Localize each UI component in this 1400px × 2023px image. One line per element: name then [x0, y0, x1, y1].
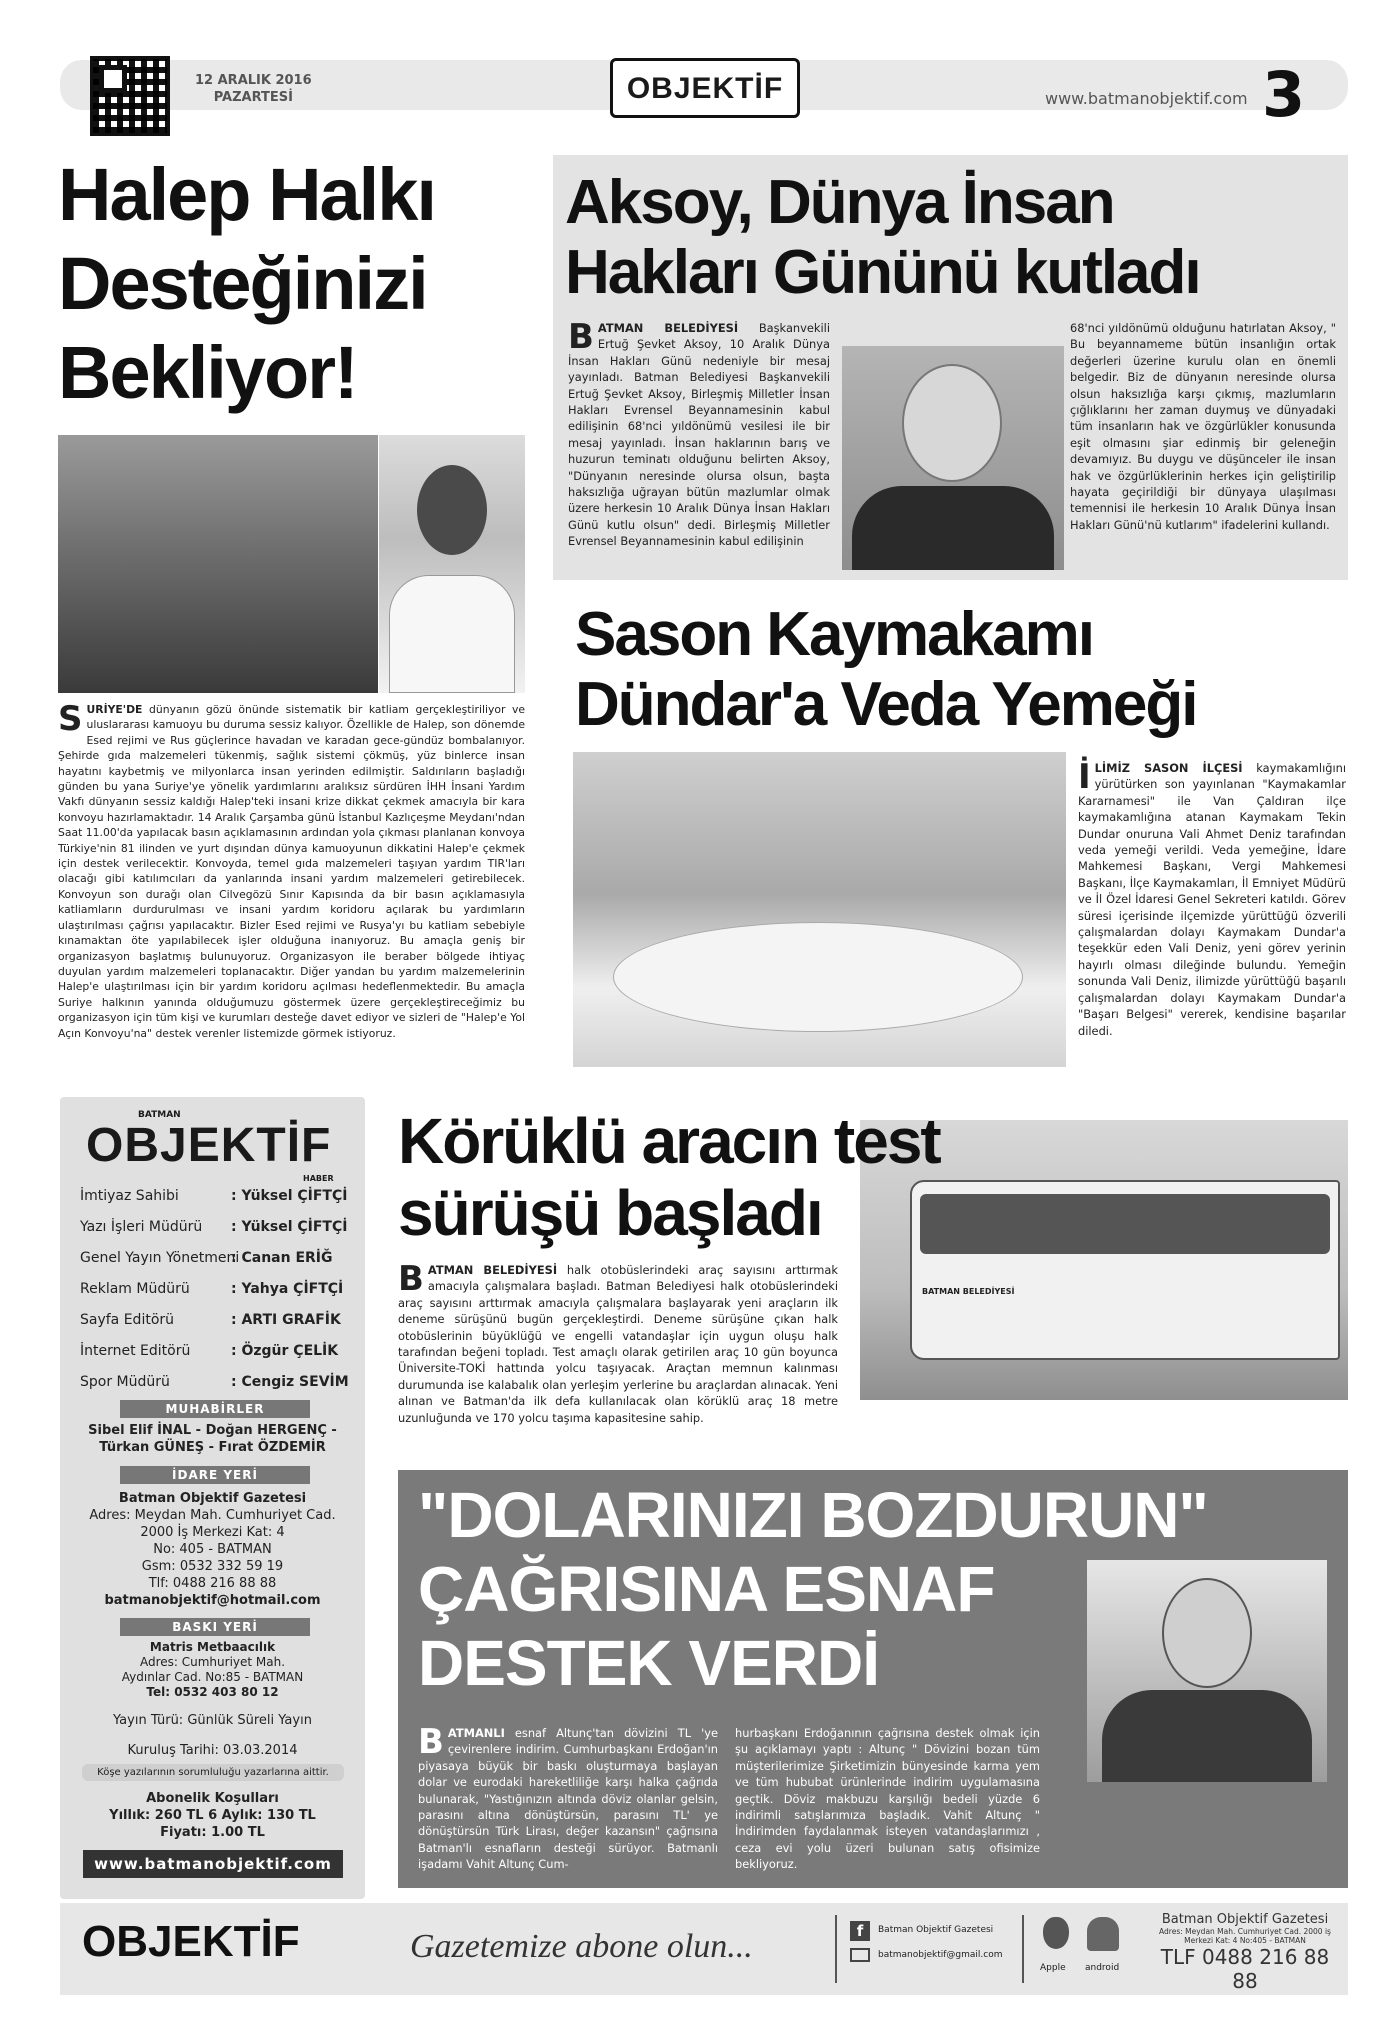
body-text: Başkanvekili Ertuğ Şevket Aksoy, 10 Aralık Dünya İnsan Hakları Günü nedeniyle bir mesaj yayınladı. Batman Belediyesi Başkanvekili Ertuğ Şevket Aksoy, Birleşmiş Milletler İnsan Hakları Evrensel Beyannamesinin kabul edilişinin 68'nci yıldönümü vesilesi ile bir mesaj yayınladı. İnsan haklarının barış ve huzurun teminatı olduğunu belirten Aksoy, "Dünyanın neresinde olursa olsun, başta haksızlığa uğrayan bütün mazlumlar olmak üzere herkesin 10 Aralık Dünya İnsan Hakları Günü kutlu olsun" dedi. Birleşmiş Milletler Evrensel Beyannamesinin kabul edilişinin	[568, 321, 830, 549]
muhabir-line: Sibel Elif İNAL - Doğan HERGENÇ -	[88, 1423, 337, 1438]
body-text: hurbaşkanı Erdoğanının çağrısına destek olmak için şu açıklamayı yaptı : Altunç " Dövizini bozan tüm müşterilerimize Şirketimizin bünyesinde karma yem ve tüm hububat ürünlerinde indirim uygulamasına geçtik. Döviz makbuzu karşılığı bedeli yüzde 6 indirimli satışlarımıza başladık. Vahit Altunç " İndirimden faydalanmak isteyen vatandaşlarımızı , ceza evi yolu üzeri bulunan satış ofisimize bekliyoruz.	[735, 1726, 1040, 1872]
portrait-body	[389, 575, 515, 693]
lead-word: URİYE'DE	[86, 703, 143, 716]
baski-block	[75, 1640, 350, 1700]
staff-role: Sayfa Editörü	[80, 1312, 175, 1328]
headline-line: Aksoy, Dünya İnsan	[565, 168, 1114, 237]
altunc-photo	[1087, 1560, 1327, 1782]
baski-line: Aydınlar Cad. No:85 - BATMAN	[121, 1670, 304, 1684]
staff-name: : Özgür ÇELİK	[231, 1343, 339, 1359]
aleppo-photo	[58, 435, 378, 693]
muhabirler-title: MUHABİRLER	[120, 1400, 310, 1418]
abonelik-line: Yıllık: 260 TL 6 Aylık: 130 TL	[109, 1808, 316, 1823]
drop-cap: İ	[1078, 757, 1091, 797]
baski-line: Adres: Cumhuriyet Mah.	[139, 1655, 286, 1669]
body-text: 68'nci yıldönümü olduğunu hatırlatan Aksoy, " Bu beyannameme bütün insanlığın ortak değerleri üzerine kurulu olan en önemli belgedir. Biz de dünyanın neresinde olursa olsun haksızlığa karşı çıkmış, mazlumların çığlıklarını her zaman duymuş ve dünyadaki tüm insanların hak ve özgürlükler konusunda eşit olmasını şiar edinmiş bir geleneğin devamıyız. Bu duygu ve düşünceler ile insan hak ve özgürlüklerinin herkes için geliştirilip hayata geçirildiği bir dünyaya ulaşılması temennisi ile herkesin 10 Aralık Dünya İnsan Hakları Günü'nü kutlarım" ifadelerini kullandı.	[1070, 321, 1336, 532]
staff-name: : Cengiz SEVİM	[231, 1374, 349, 1390]
baski-title: BASKI YERİ	[120, 1618, 310, 1636]
aksoy-col2	[1070, 320, 1336, 533]
staff-role: İnternet Editörü	[80, 1343, 191, 1359]
sason-dinner-photo	[573, 752, 1066, 1067]
staff-role: Yazı İşleri Müdürü	[80, 1219, 203, 1235]
idare-title: İDARE YERİ	[120, 1466, 310, 1484]
idare-line: 2000 İş Merkezi Kat: 4	[140, 1525, 285, 1540]
kose-note: Köşe yazılarının sorumluluğu yazarlarına aittir.	[82, 1764, 344, 1781]
masthead-logo-sub: HABER	[303, 1174, 334, 1183]
headline-line: Halep Halkı	[58, 153, 435, 236]
header-logo-text: OBJEKTİF	[626, 72, 784, 105]
staff-name: : ARTI GRAFİK	[231, 1312, 341, 1328]
android-label: android	[1085, 1963, 1120, 1973]
footer-address: Merkezi Kat: 4 No:405 - BATMAN	[1184, 1936, 1306, 1945]
abonelik-title: Abonelik Koşulları	[146, 1791, 279, 1806]
header-website[interactable]: www.batmanobjektif.com	[1045, 89, 1248, 108]
masthead-logo-text: OBJEKTİF	[86, 1119, 332, 1172]
abonelik-line: Fiyatı: 1.00 TL	[160, 1825, 265, 1840]
portrait-head	[1162, 1578, 1252, 1688]
headline-line: Hakları Gününü kutladı	[565, 238, 1200, 307]
footer-slogan: Gazetemize abone olun...	[410, 1928, 753, 1965]
masthead-logo	[78, 1108, 348, 1186]
staff-role: İmtiyaz Sahibi	[80, 1188, 179, 1204]
idare-line: No: 405 - BATMAN	[153, 1542, 272, 1557]
muhabirler-list	[75, 1422, 350, 1456]
masthead-url[interactable]: www.batmanobjektif.com	[83, 1850, 343, 1878]
sason-body	[1078, 757, 1347, 1039]
idare-line: Adres: Meydan Mah. Cumhuriyet Cad.	[89, 1508, 336, 1523]
issue-date	[195, 72, 312, 106]
portrait-body	[1102, 1690, 1312, 1782]
sason-headline	[575, 600, 1345, 740]
headline-line: Dündar'a Veda Yemeği	[575, 670, 1197, 739]
dolar-col2	[735, 1725, 1040, 1873]
headline-line: Körüklü aracın test	[398, 1105, 940, 1177]
lead-word: ATMANLI	[447, 1726, 505, 1740]
headline-line: ÇAĞRISINA ESNAF	[418, 1553, 995, 1625]
portrait-head	[417, 465, 487, 555]
aksoy-photo	[842, 346, 1064, 570]
footer-divider	[1022, 1915, 1024, 1983]
facebook-icon[interactable]: f	[850, 1921, 870, 1941]
qr-code-icon[interactable]	[90, 56, 170, 136]
body-text: halk otobüslerindeki araç sayısını arttırmak amacıyla çalışmalara başladı. Batman Belediyesi halk otobüslerindeki araç sayısını arttırmak amacıyla çalışmalara başlayarak yeni araçların ilk deneme sürüşünü bugün gerçekleştirdi. Deneme sürüşüne çıkan halk otobüslerinin büyüklüğü ve engelli vatandaşlar için uygun oluşu halk tarafından beğeni topladı. Test amaçlı olarak getirilen araç 10 gün boyunca Üniversite-TOKİ hattında yolcu taşıyacak. Araçtan memnun kalınması durumunda ise kalabalık olan yerleşim yerlerine bu araçlardan alınacak. Yeni alınan ve Batman'da ilk defa kullanılacak olan körüklü araç 18 metre uzunluğunda ve 170 yolcu taşıma kapasitesine sahip.	[398, 1263, 838, 1425]
staff-role: Reklam Müdürü	[80, 1281, 190, 1297]
staff-name: : Yahya ÇİFTÇİ	[231, 1281, 344, 1297]
idare-line: Gsm: 0532 332 59 19	[141, 1559, 284, 1574]
footer-logo[interactable]: OBJEKTİF	[82, 1917, 300, 1966]
idare-block	[75, 1490, 350, 1609]
aksoy-headline	[565, 168, 1345, 308]
footer-email[interactable]: batmanobjektif@gmail.com	[878, 1950, 1003, 1960]
bus-label: BATMAN BELEDİYESİ	[922, 1287, 1015, 1296]
idare-line: Batman Objektif Gazetesi	[118, 1491, 307, 1506]
staff-name: : Yüksel ÇİFTÇİ	[231, 1188, 348, 1204]
aleppo-body	[58, 699, 525, 1041]
lead-word: ATMAN BELEDİYESİ	[427, 1263, 558, 1277]
ihh-official-photo	[379, 435, 525, 693]
drop-cap: S	[58, 699, 83, 739]
body-text: dünyanın gözü önünde sistematik bir katliam gerçekleştiriliyor ve uluslararası kamuoyu bu duruma sessiz kalıyor. Özellikle de Halep, son dönemde Esed rejimi ve Rus güçlerince havadan ve karadan gece-gündüz bombalanıyor. Şehirde gıda malzemeleri tükenmiş, sağlık sistemi çökmüş, yüz binlerce insan hayatını kaybetmiş ve milyonlarca insan yerinden edilmiştir. Saldırıların başladığı günden bu yana Suriye'ye yönelik yardımlarını aralıksız sürdüren İHH İnsani Yardım Vakfı dünyanın sessiz kaldığı Halep'teki insani krize dikkat çekmek amacıyla bir kara konvoyu hazırlamaktadır. 14 Aralık Çarşamba günü İstanbul Kazlıçeşme Meydanı'ndan Saat 11.00'da yapılacak basın açıklamasının ardından yola çıkması planlanan konvoya Türkiye'nin 81 ilinden ve yurt dışından dünya kamuoyunun dikkatini Halep'e çekmek için destek verilecektir. Konvoyda, temel gıda malzemeleri taşıyan yardım TIR'ları olacağı gibi katılımcıları da yanlarında insani yardım malzemeleri getirebilecek. Konvoyun son durağı olan Cilvegözü Sınır Kapısında da bir basın açıklamasıyla katliamların durdurulması ve insani yardım koridoru açılarak bu yardımların ulaştırılması çağrısı yapılacaktır. Bizler Esed rejimi ve Rusya'yı bu katliam sebebiyle kınamaktan öte yapılabilecek işler olduğuna inanıyoruz. Bu amaçla geniş bir organizasyon başlatmış bulunuyoruz. Organizasyon ile beraber bölgede ihtiyaç duyulan yardım malzemeleri toplanacaktır. Diğer yandan bu yardım malzemelerinin Halep'e ulaştırılması için bir yardım koridoru açılması hedeflenmektedir. Bu amaçla Suriye halkının yanında olduğumuzu göstermek üzere gerçekleştireceğimiz bu organizasyon için tüm kişi ve kurumları desteğe davet ediyor ve sizleri de "Halep'e Yol Açın Konvoyu'na" destek verenler listemizde görmek istiyoruz.	[58, 703, 525, 1040]
dolar-col1	[418, 1722, 718, 1873]
masthead-logo-top: BATMAN	[138, 1110, 181, 1120]
header-logo[interactable]	[610, 58, 800, 118]
footer-address: Adres: Meydan Mah. Cumhuriyet Cad. 2000 iş	[1159, 1927, 1331, 1936]
aksoy-col1	[568, 317, 830, 550]
portrait-head	[902, 364, 1002, 482]
drop-cap: B	[398, 1259, 424, 1299]
headline-line: "DOLARINIZI BOZDURUN"	[418, 1479, 1208, 1551]
headline-line: Sason Kaymakamı	[575, 600, 1093, 669]
staff-name: : Yüksel ÇİFTÇİ	[231, 1219, 348, 1235]
headline-line: Bekliyor!	[58, 331, 357, 414]
aleppo-headline	[58, 150, 528, 417]
headline-line: sürüşü başladı	[398, 1177, 822, 1249]
mail-icon[interactable]	[850, 1948, 870, 1962]
weekday-line: PAZARTESİ	[213, 90, 293, 105]
bus-body-text	[398, 1259, 838, 1426]
apple-icon[interactable]	[1043, 1917, 1069, 1949]
idare-line: Tlf: 0488 216 88 88	[148, 1576, 277, 1591]
drop-cap: B	[568, 317, 594, 357]
table-cloth	[613, 922, 1023, 1032]
abonelik-block	[75, 1790, 350, 1841]
drop-cap: B	[418, 1722, 444, 1762]
lead-word: LİMİZ SASON İLÇESİ	[1094, 761, 1243, 775]
android-icon[interactable]	[1087, 1917, 1119, 1951]
page-number: 3	[1262, 58, 1306, 131]
kurulus-tarihi: Kuruluş Tarihi: 03.03.2014	[127, 1743, 298, 1758]
apple-label: Apple	[1040, 1963, 1066, 1973]
body-text: kaymakamlığını yürütürken son yayınlanan "Kaymakamlar Kararnamesi" ile Van Çaldıran ilçe kaymakamlığına atanan Kaymakam Tekin Dundar onuruna Vali Ahmet Deniz tarafından veda yemeği verildi. Veda yemeğine, İdare Mahkemesi Başkanı, Vergi Mahkemesi Başkanı, İlçe Kaymakamları, İl Emniyet Müdürü ve İl Özel İdaresi Genel Sekreteri katıldı. Görev süresi içerisinde ilçemizde yürüttüğü özverili çalışmalardan dolayı Kaymakam Dundar'a teşekkür eden Vali Deniz, yeni görev yerinin hayırlı olması dileğinde bulundu. Yemeğin sonunda Vali Deniz, ilimizde yürüttüğü başarılı çalışmalardan dolayı Kaymakam Dundar'a "Başarı Belgesi" vererek, kendisine başarılar diledi.	[1078, 761, 1347, 1038]
footer-divider	[835, 1915, 837, 1983]
staff-name: : Canan ERİĞ	[231, 1250, 333, 1266]
headline-line: Desteğinizi	[58, 242, 427, 325]
bus-headline	[398, 1105, 1098, 1249]
lead-word: ATMAN BELEDİYESİ	[597, 321, 739, 335]
portrait-body	[852, 486, 1054, 570]
baski-line: Matris Metbaacılık	[149, 1640, 276, 1654]
idare-email[interactable]: batmanobjektif@hotmail.com	[104, 1593, 321, 1608]
body-text: esnaf Altunç'tan dövizini TL 'ye çevirenlere indirim. Cumhurbaşkanı Erdoğan'ın piyasaya büyük bir baskı oluşturmaya başlayan dolar ve eurodaki hareketliliğe karşı halka çağrıda bulunarak, "Yastığınızın altında döviz olanlar gelsin, parasını altına dönüştürsün, parasını TL' ye dönüştürsün Türk Lirası, değer kazansın" çağrısına Batman'lı esnafların desteği sürüyor. Batmanlı işadamı Vahit Altunç Cum-	[418, 1726, 718, 1872]
date-line: 12 ARALIK 2016	[195, 73, 312, 88]
staff-role: Genel Yayın Yönetmeni	[80, 1250, 240, 1266]
footer-contact	[1150, 1912, 1340, 1993]
footer-phone[interactable]: TLF 0488 216 88 88	[1160, 1945, 1330, 1993]
muhabir-line: Türkan GÜNEŞ - Fırat ÖZDEMİR	[99, 1440, 326, 1455]
headline-line: DESTEK VERDİ	[418, 1627, 879, 1699]
footer-name: Batman Objektif Gazetesi	[1161, 1912, 1329, 1927]
facebook-name[interactable]: Batman Objektif Gazetesi	[878, 1925, 994, 1935]
baski-line: Tel: 0532 403 80 12	[146, 1685, 279, 1699]
yayin-turu: Yayın Türü: Günlük Süreli Yayın	[113, 1713, 312, 1728]
staff-role: Spor Müdürü	[80, 1374, 170, 1390]
